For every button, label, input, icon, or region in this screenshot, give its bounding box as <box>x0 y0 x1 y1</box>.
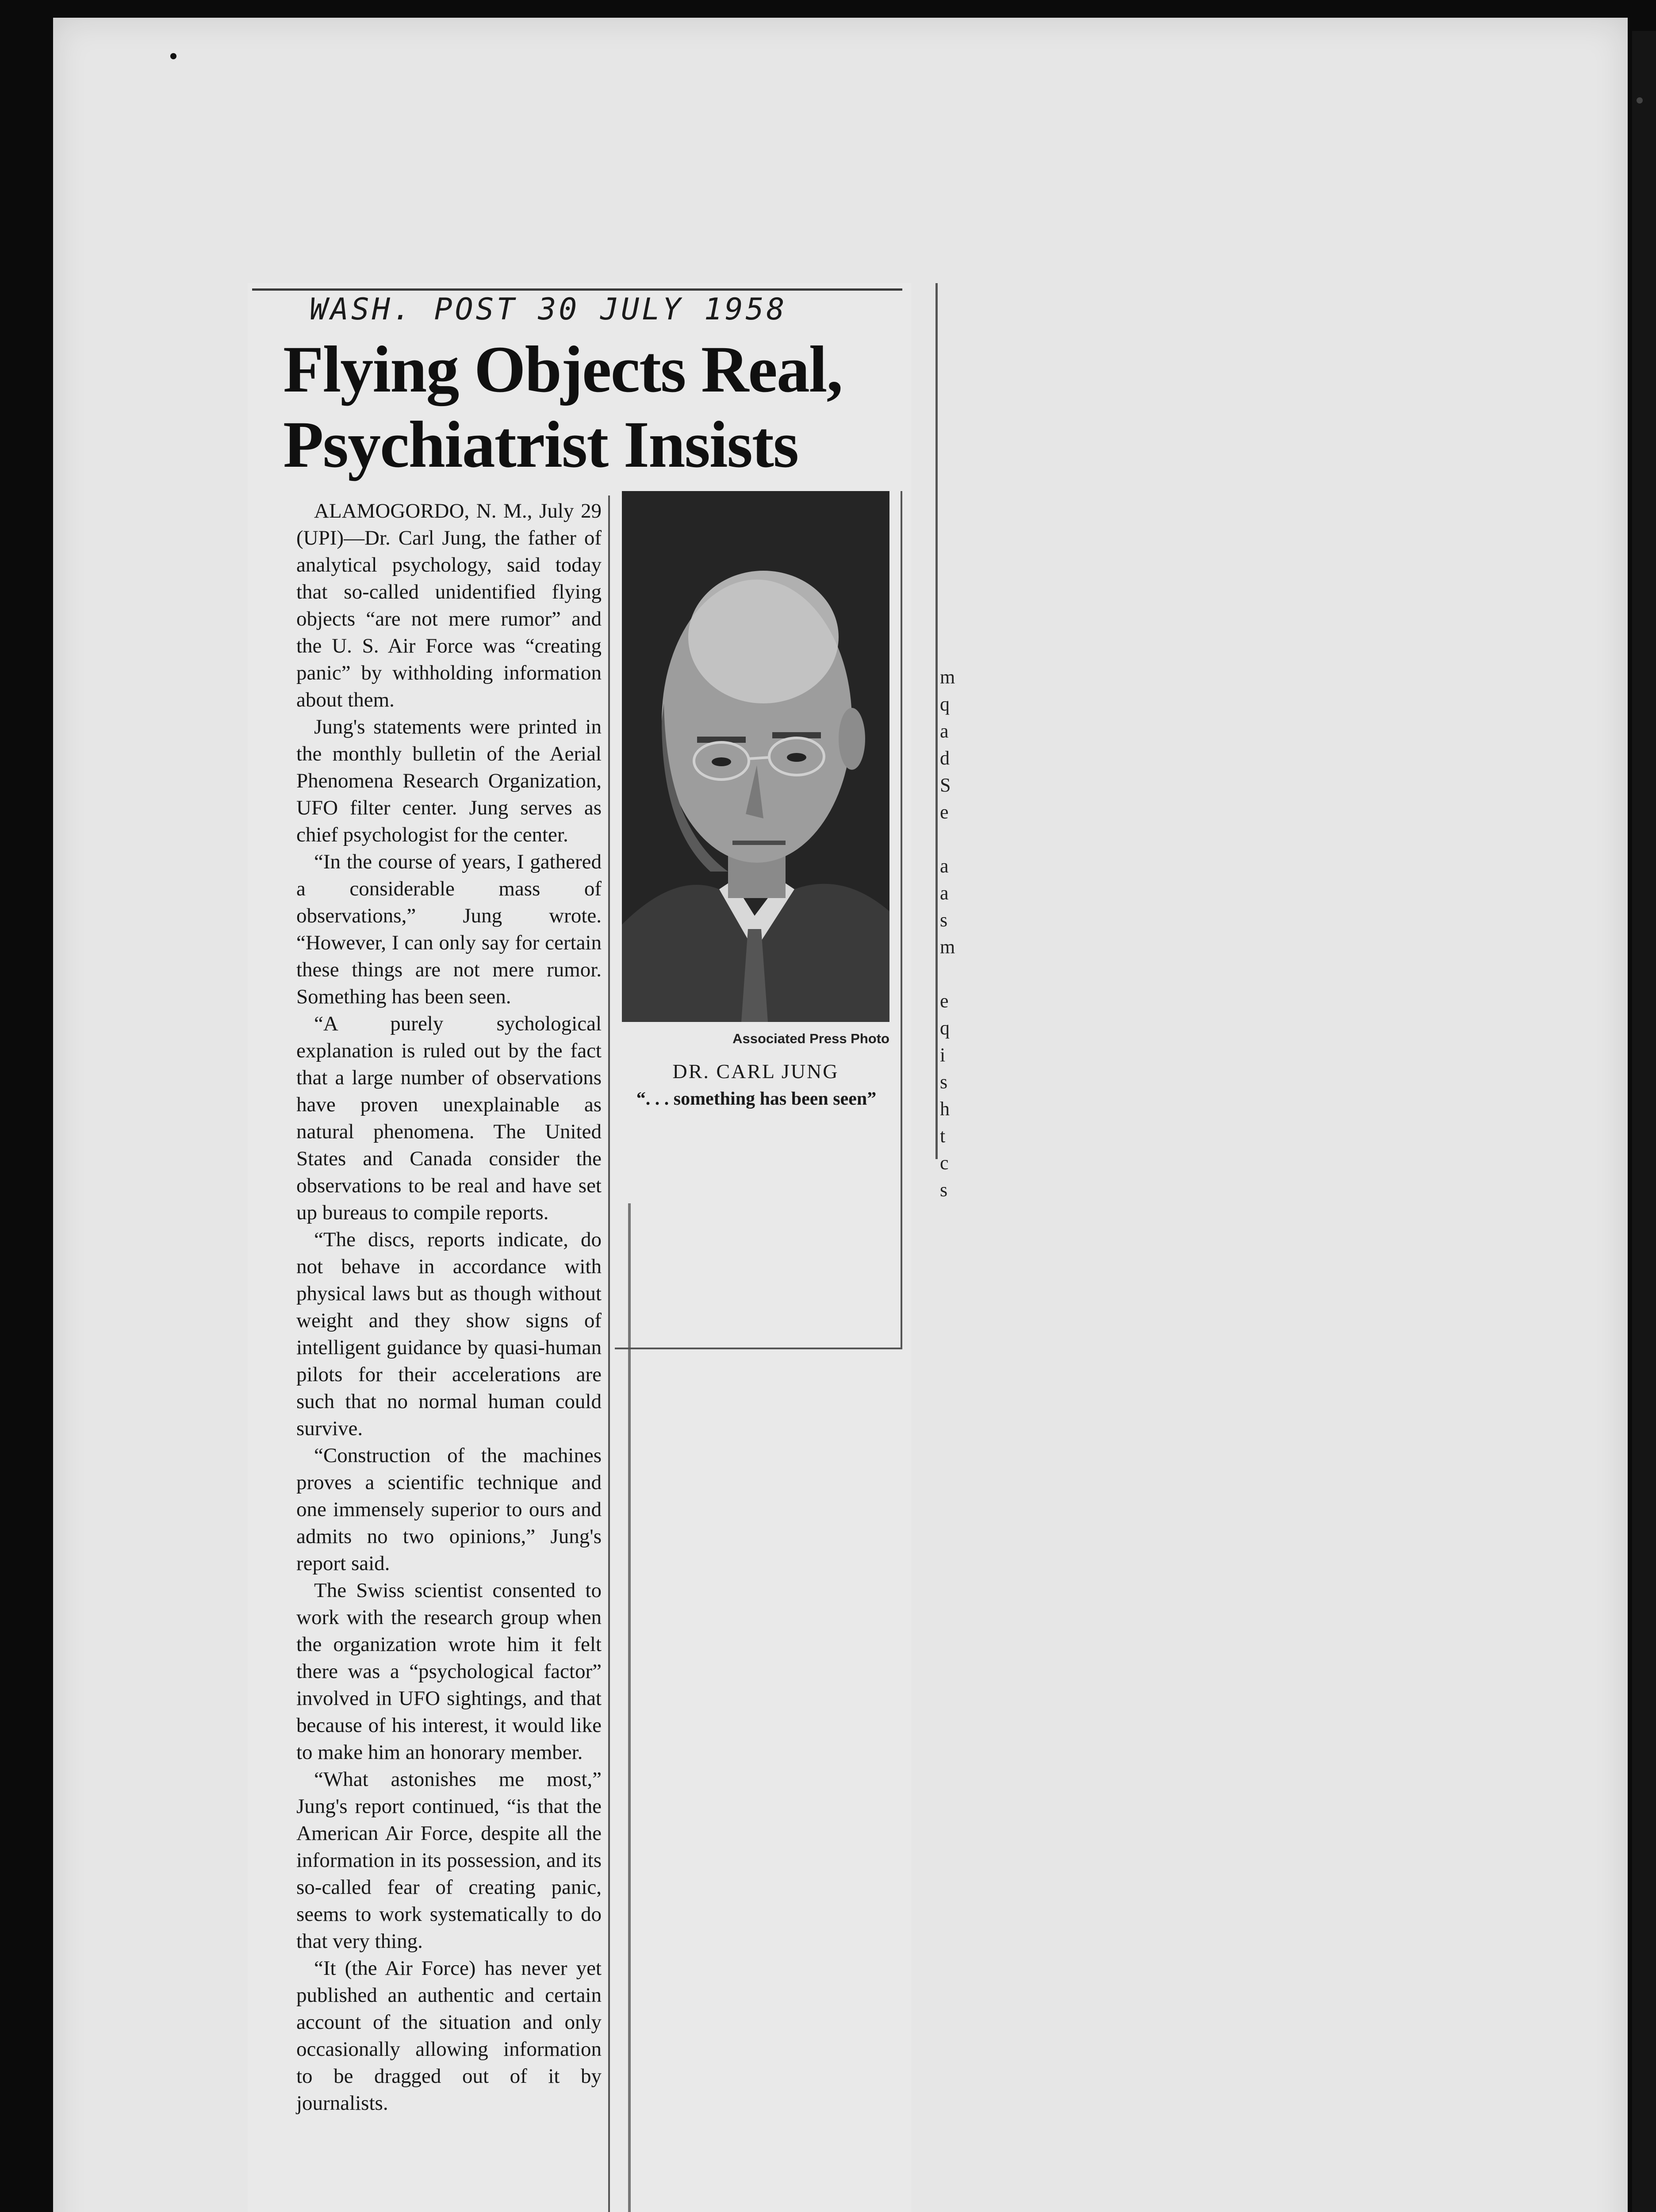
fragment-letter: e <box>940 990 949 1012</box>
fragment-letter: s <box>940 909 948 931</box>
article-paragraph: “Construction of the machines proves a scientific technique and one immensely superior to ours and admits no two opinions,” Jung's report said. <box>296 1444 602 1575</box>
fragment-letter: a <box>940 855 949 877</box>
photo-box <box>615 491 902 1349</box>
article-paragraph: “The discs, reports indicate, do not behave in accordance with physical laws but as though without weight and they show signs of intelligent guidance by quasi-human pilots for their accelerations are such that no normal human could survive. <box>296 1228 602 1440</box>
portrait-photo <box>622 491 889 1022</box>
fragment-letter: q <box>940 693 950 715</box>
fragment-letter: s <box>940 1071 948 1093</box>
article-paragraph: “What astonishes me most,” Jung's report continued, “is that the American Air Force, despite all the information in its possession, and its so-called fear of creating panic, seems to work systematically to do that very thing. <box>296 1768 602 1953</box>
article-paragraph: “In the course of years, I gathered a considerable mass of observations,” Jung wrote. “However, I can only say for certain these things are not mere rumor. Something has been seen. <box>296 850 602 1008</box>
fragment-letter: d <box>940 747 950 769</box>
fragment-letter: a <box>940 882 949 904</box>
fragment-letter: S <box>940 774 951 796</box>
article-paragraph: “A purely sychological explanation is ruled out by the fact that a large number of observations have proven unexplainable as natural phenomena. The United States and Canada consider the observations to be real and have set up bureaus to compile reports. <box>296 1012 602 1224</box>
speck <box>1637 97 1643 104</box>
headline-line-2: Psychiatrist Insists <box>283 408 798 481</box>
fragment-letter: m <box>940 936 955 958</box>
adjacent-column-rule <box>935 283 938 1159</box>
headline <box>283 332 902 482</box>
fragment-letter: h <box>940 1098 950 1120</box>
handwritten-source-note: WASH. POST 30 JULY 1958 <box>310 292 787 327</box>
fragment-letter <box>940 960 980 987</box>
column-rule <box>608 495 610 2212</box>
adjacent-column-fragments <box>940 664 980 1203</box>
fragment-letter: s <box>940 1179 948 1201</box>
fragment-letter: t <box>940 1125 946 1147</box>
film-edge <box>1632 31 1656 2212</box>
newspaper-clipping <box>248 283 911 2212</box>
fragment-letter: e <box>940 801 949 823</box>
fragment-letter: i <box>940 1044 946 1066</box>
photo-caption-quote: “. . . something has been seen” <box>636 1089 877 1109</box>
portrait-illustration <box>622 491 889 1022</box>
speck <box>170 53 176 59</box>
article-paragraph: The Swiss scientist consented to work with the research group when the organization wrote him it felt there was a “psychological factor” involved in UFO sightings, and that because of his interest, it would like to make him an honorary member. <box>296 1579 602 1764</box>
column-rule-secondary <box>628 1203 631 2212</box>
article-paragraph: “It (the Air Force) has never yet published an authentic and certain account of the situation and only occasionally allowing information to be dragged out of it by journalists. <box>296 1957 602 2115</box>
fragment-letter: c <box>940 1152 949 1174</box>
article-paragraph: ALAMOGORDO, N. M., July 29 (UPI)—Dr. Carl Jung, the father of analytical psychology, said today that so-called unidentified flying objects “are not mere rumor” and the U. S. Air Force was “creating panic” by withholding information about them. <box>296 499 602 711</box>
headline-line-1: Flying Objects Real, <box>283 333 843 406</box>
fragment-letter: m <box>940 666 955 688</box>
photo-caption-name: DR. CARL JUNG <box>672 1060 839 1083</box>
article-paragraph: Jung's statements were printed in the monthly bulletin of the Aerial Phenomena Research Organization, UFO filter center. Jung serves as chief psychologist for the center. <box>296 715 602 846</box>
fragment-letter <box>940 826 980 853</box>
fragment-letter: q <box>940 1017 950 1039</box>
fragment-letter: a <box>940 720 949 742</box>
article-body <box>296 498 602 2117</box>
clipping-top-rule <box>252 288 902 291</box>
photo-credit: Associated Press Photo <box>732 1031 889 1046</box>
